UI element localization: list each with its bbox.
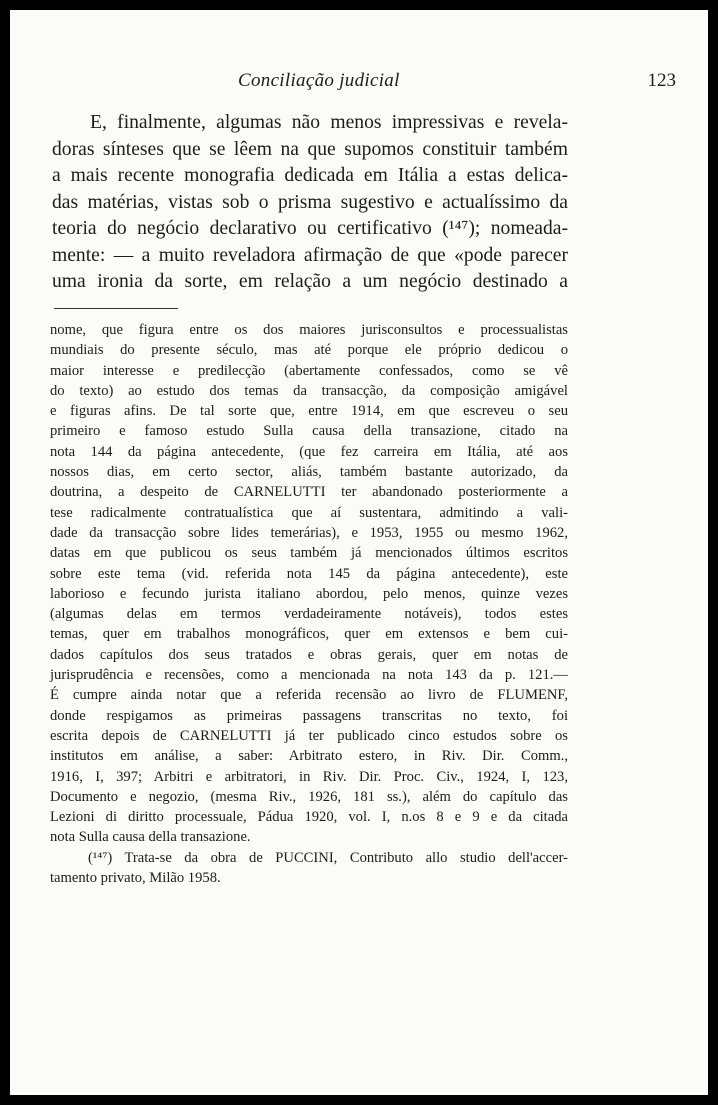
footnote-147-line: tamento privato, Milão 1958. [50,870,221,887]
footnote-line: temas, quer em trabalhos monográficos, quer em extensos e bem cui- [50,626,568,643]
footnote-line: maior interesse e predilecção (abertamente confessados, como se vê [50,362,568,379]
main-text-line: a mais recente monografia dedicada em Itália a estas delica- [52,165,568,186]
footnote-line: nossos dias, em certo sector, aliás, também bastante autorizado, da [50,464,568,481]
main-text-line: das matérias, vistas sob o prisma sugestivo e actualíssimo da [52,191,568,213]
footnote-line: dados capítulos dos seus tratados e obras gerais, quer em notas de [50,646,568,663]
footnote-line: 1916, I, 397; Arbitri e arbitratori, in Riv. Dir. Proc. Civ., 1924, I, 123, [50,768,568,785]
footnote-line: institutos em análise, a saber: Arbitrato estero, in Riv. Dir. Comm., [50,748,568,765]
running-title: Conciliação judicial [238,70,400,91]
footnote-line: primeiro e famoso estudo Sulla causa della transazione, citado na [50,423,568,440]
footnotes [50,320,568,888]
footnote-line: do texto) ao estudo dos temas da transacção, da composição amigável [50,382,568,399]
footnote-line: Lezioni di diritto processuale, Pádua 1920, vol. I, n.os 8 e 9 e da citada [50,809,568,826]
main-text-line: E, finalmente, algumas não menos impressivas e revela- [90,112,568,133]
footnote-line: nota Sulla causa della transazione. [50,829,251,846]
footnote-147-line: (¹⁴⁷) Trata-se da obra de PUCCINI, Contributo allo studio dell'accer- [88,849,568,866]
footnote-line: sobre este tema (vid. referida nota 145 da página antecedente), este [50,565,568,582]
footnote-line: É cumpre ainda notar que a referida recensão ao livro de FLUMENF, [50,687,568,704]
footnote-line: escrita depois de CARNELUTTI já ter publicado cinco estudos sobre os [50,727,568,744]
footnote-line: nome, que figura entre os dos maiores jurisconsultos e processualistas [50,322,568,338]
footnote-line: e figuras afins. De tal sorte que, entre 1914, em que escreveu o seu [50,403,568,420]
main-paragraph [52,110,568,296]
footnote-line: mundiais do presente século, mas até porque ele próprio dedicou o [50,342,568,359]
footnote-line: doutrina, a despeito de CARNELUTTI ter abandonado posteriormente a [50,484,568,501]
main-text-line: doras sínteses que se lêem na que supomos constituir também [52,138,568,160]
footnote-line: dade da transacção sobre lides temerárias), e 1953, 1955 ou mesmo 1962, [50,524,568,541]
footnote-line: tese radicalmente contratualística que aí sustentara, admitindo a vali- [50,504,568,521]
footnote-line: jurisprudência e recensões, como a mencionada na nota 143 da p. 121.— [50,667,568,684]
main-text-line: uma ironia da sorte, em relação a um negócio destinado a [52,271,568,292]
footnote-line: datas em que publicou os seus também já mencionados últimos escritos [50,545,568,562]
footnote-line: nota 144 da página antecedente, (que fez carreira em Itália, até aos [50,443,568,460]
running-head [50,70,676,96]
footnote-line: laborioso e fecundo jurista italiano abordou, pelo menos, quinze vezes [50,585,568,602]
footnote-separator [54,308,178,309]
main-text-line: teoria do negócio declarativo ou certificativo (¹⁴⁷); nomeada- [52,218,568,239]
main-text-line: mente: — a muito reveladora afirmação de que «pode parecer [52,244,568,266]
book-page [10,10,708,1095]
footnote-line: (algumas delas em termos verdadeiramente notáveis), todos estes [50,606,568,623]
footnote-line: Documento e negozio, (mesma Riv., 1926, 181 ss.), além do capítulo das [50,788,568,805]
page-number: 123 [647,70,676,91]
footnote-line: donde respigamos as primeiras passagens transcritas no texto, foi [50,707,568,724]
